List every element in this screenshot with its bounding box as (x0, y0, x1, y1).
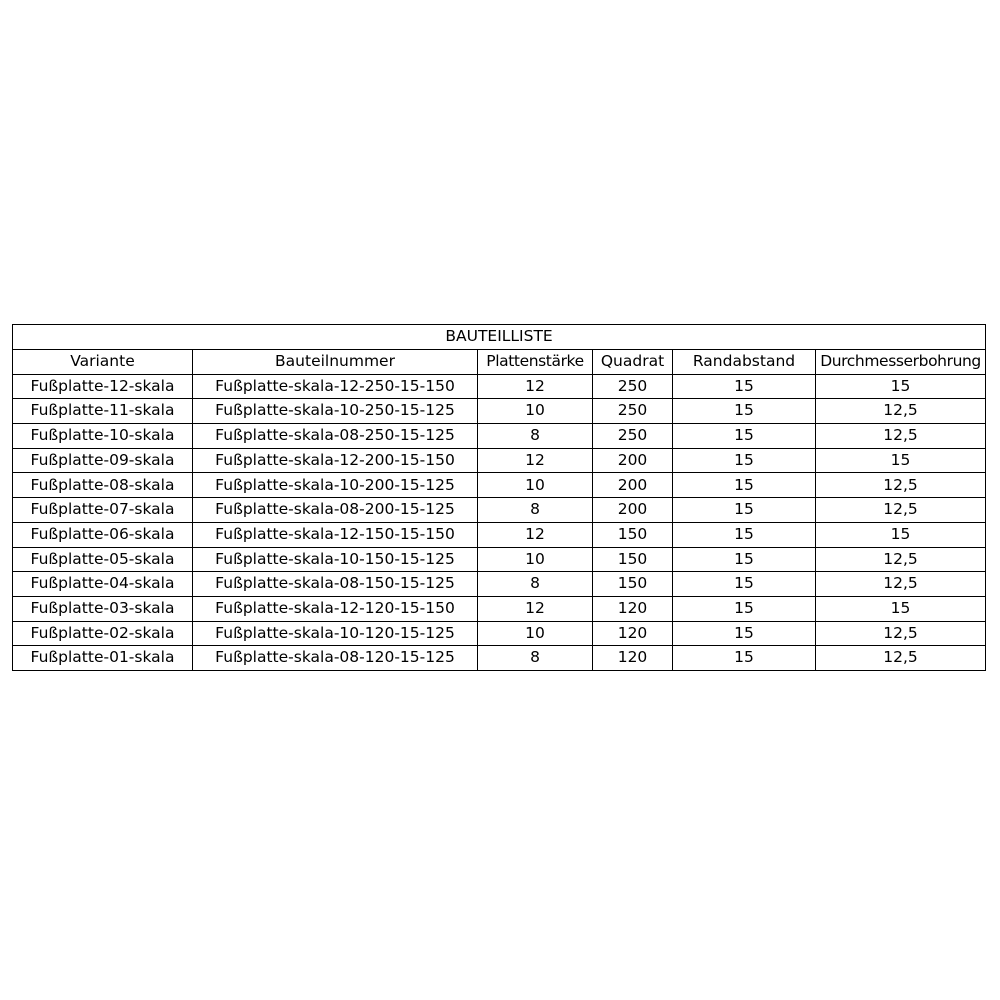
table-row (13, 498, 986, 523)
column-header-plattenstaerke: Plattenstärke (478, 350, 593, 375)
plattenstaerke-cell: 10 (478, 473, 593, 498)
parts-list-table (12, 324, 986, 671)
bauteilnummer-cell: Fußplatte-skala-12-150-15-150 (193, 522, 478, 547)
randabstand-cell: 15 (673, 448, 816, 473)
table-row (13, 448, 986, 473)
quadrat-cell: 250 (593, 424, 673, 449)
variante-cell: Fußplatte-07-skala (13, 498, 193, 523)
plattenstaerke-cell: 12 (478, 522, 593, 547)
randabstand-cell: 15 (673, 547, 816, 572)
column-header-variante: Variante (13, 350, 193, 375)
quadrat-cell: 200 (593, 448, 673, 473)
plattenstaerke-cell: 8 (478, 646, 593, 671)
variante-cell: Fußplatte-11-skala (13, 399, 193, 424)
table-row (13, 473, 986, 498)
variante-cell: Fußplatte-04-skala (13, 572, 193, 597)
bauteilnummer-cell: Fußplatte-skala-10-120-15-125 (193, 621, 478, 646)
durchmesserbohrung-cell: 15 (816, 522, 986, 547)
variante-cell: Fußplatte-06-skala (13, 522, 193, 547)
bauteilnummer-cell: Fußplatte-skala-10-150-15-125 (193, 547, 478, 572)
table-row (13, 596, 986, 621)
table-row (13, 621, 986, 646)
variante-cell: Fußplatte-02-skala (13, 621, 193, 646)
randabstand-cell: 15 (673, 646, 816, 671)
durchmesserbohrung-cell: 15 (816, 448, 986, 473)
bauteilnummer-cell: Fußplatte-skala-08-200-15-125 (193, 498, 478, 523)
variante-cell: Fußplatte-03-skala (13, 596, 193, 621)
durchmesserbohrung-cell: 12,5 (816, 572, 986, 597)
quadrat-cell: 150 (593, 572, 673, 597)
variante-cell: Fußplatte-09-skala (13, 448, 193, 473)
table-row (13, 547, 986, 572)
durchmesserbohrung-cell: 15 (816, 374, 986, 399)
plattenstaerke-cell: 10 (478, 621, 593, 646)
variante-cell: Fußplatte-05-skala (13, 547, 193, 572)
quadrat-cell: 120 (593, 596, 673, 621)
durchmesserbohrung-cell: 12,5 (816, 621, 986, 646)
randabstand-cell: 15 (673, 424, 816, 449)
quadrat-cell: 120 (593, 646, 673, 671)
table-row (13, 522, 986, 547)
variante-cell: Fußplatte-08-skala (13, 473, 193, 498)
plattenstaerke-cell: 8 (478, 572, 593, 597)
bauteilnummer-cell: Fußplatte-skala-08-150-15-125 (193, 572, 478, 597)
plattenstaerke-cell: 8 (478, 498, 593, 523)
randabstand-cell: 15 (673, 399, 816, 424)
bauteilnummer-cell: Fußplatte-skala-08-250-15-125 (193, 424, 478, 449)
randabstand-cell: 15 (673, 498, 816, 523)
quadrat-cell: 200 (593, 498, 673, 523)
quadrat-cell: 250 (593, 399, 673, 424)
header-row (13, 350, 986, 375)
column-header-quadrat: Quadrat (593, 350, 673, 375)
plattenstaerke-cell: 12 (478, 448, 593, 473)
quadrat-cell: 250 (593, 374, 673, 399)
table-row (13, 374, 986, 399)
table-title: BAUTEILLISTE (13, 325, 986, 350)
randabstand-cell: 15 (673, 621, 816, 646)
plattenstaerke-cell: 12 (478, 374, 593, 399)
randabstand-cell: 15 (673, 596, 816, 621)
table-row (13, 399, 986, 424)
plattenstaerke-cell: 10 (478, 547, 593, 572)
randabstand-cell: 15 (673, 572, 816, 597)
column-header-bauteilnummer: Bauteilnummer (193, 350, 478, 375)
variante-cell: Fußplatte-10-skala (13, 424, 193, 449)
title-row (13, 325, 986, 350)
durchmesserbohrung-cell: 12,5 (816, 424, 986, 449)
bauteilnummer-cell: Fußplatte-skala-10-250-15-125 (193, 399, 478, 424)
plattenstaerke-cell: 10 (478, 399, 593, 424)
bauteilnummer-cell: Fußplatte-skala-12-120-15-150 (193, 596, 478, 621)
table-row (13, 424, 986, 449)
bauteilnummer-cell: Fußplatte-skala-10-200-15-125 (193, 473, 478, 498)
table-row (13, 646, 986, 671)
quadrat-cell: 150 (593, 547, 673, 572)
column-header-durchmesserbohrung: Durchmesserbohrung (816, 350, 986, 375)
randabstand-cell: 15 (673, 473, 816, 498)
durchmesserbohrung-cell: 12,5 (816, 473, 986, 498)
column-header-randabstand: Randabstand (673, 350, 816, 375)
durchmesserbohrung-cell: 12,5 (816, 646, 986, 671)
quadrat-cell: 120 (593, 621, 673, 646)
durchmesserbohrung-cell: 12,5 (816, 498, 986, 523)
randabstand-cell: 15 (673, 374, 816, 399)
bauteilnummer-cell: Fußplatte-skala-08-120-15-125 (193, 646, 478, 671)
table-row (13, 572, 986, 597)
quadrat-cell: 150 (593, 522, 673, 547)
durchmesserbohrung-cell: 12,5 (816, 547, 986, 572)
plattenstaerke-cell: 12 (478, 596, 593, 621)
plattenstaerke-cell: 8 (478, 424, 593, 449)
durchmesserbohrung-cell: 12,5 (816, 399, 986, 424)
variante-cell: Fußplatte-12-skala (13, 374, 193, 399)
bauteilnummer-cell: Fußplatte-skala-12-200-15-150 (193, 448, 478, 473)
durchmesserbohrung-cell: 15 (816, 596, 986, 621)
table-body (13, 374, 986, 670)
bauteilnummer-cell: Fußplatte-skala-12-250-15-150 (193, 374, 478, 399)
quadrat-cell: 200 (593, 473, 673, 498)
randabstand-cell: 15 (673, 522, 816, 547)
variante-cell: Fußplatte-01-skala (13, 646, 193, 671)
